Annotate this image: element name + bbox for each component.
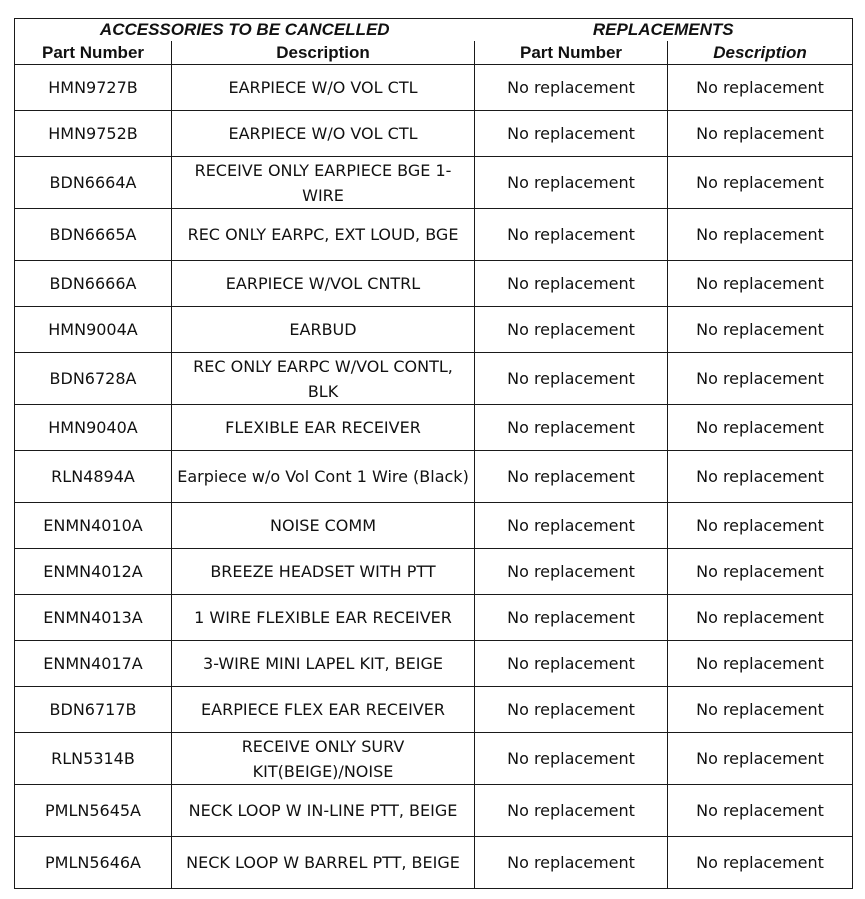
description-cell: RECEIVE ONLY EARPIECE BGE 1-WIRE — [172, 157, 475, 209]
description-cell: FLEXIBLE EAR RECEIVER — [172, 405, 475, 451]
replacement-part-cell: No replacement — [475, 837, 668, 889]
part-number-cell: ENMN4012A — [15, 549, 172, 595]
part-number-cell: HMN9727B — [15, 65, 172, 111]
replacement-part-cell: No replacement — [475, 111, 668, 157]
part-number-cell: BDN6664A — [15, 157, 172, 209]
replacement-description-cell: No replacement — [668, 595, 853, 641]
table-row — [15, 405, 853, 451]
description-cell: 1 WIRE FLEXIBLE EAR RECEIVER — [172, 595, 475, 641]
part-number-cell: BDN6666A — [15, 261, 172, 307]
replacement-part-cell: No replacement — [475, 503, 668, 549]
column-header-part-number: Part Number — [15, 41, 172, 65]
part-number-cell: PMLN5645A — [15, 785, 172, 837]
table-row — [15, 549, 853, 595]
table-row — [15, 65, 853, 111]
replacement-description-cell: No replacement — [668, 451, 853, 503]
column-header-description: Description — [172, 41, 475, 65]
description-cell: EARPIECE W/VOL CNTRL — [172, 261, 475, 307]
replacement-description-cell: No replacement — [668, 837, 853, 889]
table-row — [15, 451, 853, 503]
part-number-cell: HMN9040A — [15, 405, 172, 451]
column-header-row — [15, 41, 853, 65]
description-cell: EARPIECE W/O VOL CTL — [172, 111, 475, 157]
description-cell: EARPIECE FLEX EAR RECEIVER — [172, 687, 475, 733]
replacement-part-cell: No replacement — [475, 405, 668, 451]
accessories-table — [14, 18, 853, 889]
replacement-description-cell: No replacement — [668, 503, 853, 549]
replacement-part-cell: No replacement — [475, 641, 668, 687]
table-row — [15, 353, 853, 405]
table-row — [15, 641, 853, 687]
group-header-row — [15, 19, 853, 42]
description-cell: BREEZE HEADSET WITH PTT — [172, 549, 475, 595]
description-cell: RECEIVE ONLY SURV KIT(BEIGE)/NOISE — [172, 733, 475, 785]
description-cell: REC ONLY EARPC, EXT LOUD, BGE — [172, 209, 475, 261]
group-header-cancelled: ACCESSORIES TO BE CANCELLED — [15, 19, 475, 42]
table-row — [15, 261, 853, 307]
replacement-part-cell: No replacement — [475, 549, 668, 595]
column-header-replacement-part-number: Part Number — [475, 41, 668, 65]
replacement-description-cell: No replacement — [668, 157, 853, 209]
table-row — [15, 595, 853, 641]
replacement-description-cell: No replacement — [668, 641, 853, 687]
part-number-cell: ENMN4010A — [15, 503, 172, 549]
replacement-part-cell: No replacement — [475, 353, 668, 405]
replacement-description-cell: No replacement — [668, 307, 853, 353]
replacement-part-cell: No replacement — [475, 307, 668, 353]
part-number-cell: BDN6717B — [15, 687, 172, 733]
replacement-description-cell: No replacement — [668, 687, 853, 733]
part-number-cell: BDN6728A — [15, 353, 172, 405]
description-cell: REC ONLY EARPC W/VOL CONTL, BLK — [172, 353, 475, 405]
part-number-cell: ENMN4013A — [15, 595, 172, 641]
table-row — [15, 687, 853, 733]
replacement-description-cell: No replacement — [668, 209, 853, 261]
replacement-part-cell: No replacement — [475, 785, 668, 837]
table-row — [15, 837, 853, 889]
table-row — [15, 209, 853, 261]
table-row — [15, 733, 853, 785]
replacement-description-cell: No replacement — [668, 353, 853, 405]
part-number-cell: ENMN4017A — [15, 641, 172, 687]
table-row — [15, 157, 853, 209]
replacement-description-cell: No replacement — [668, 785, 853, 837]
description-cell: NECK LOOP W BARREL PTT, BEIGE — [172, 837, 475, 889]
group-header-replacements: REPLACEMENTS — [475, 19, 853, 42]
part-number-cell: RLN4894A — [15, 451, 172, 503]
replacement-part-cell: No replacement — [475, 595, 668, 641]
description-cell: EARBUD — [172, 307, 475, 353]
description-cell: 3-WIRE MINI LAPEL KIT, BEIGE — [172, 641, 475, 687]
replacement-part-cell: No replacement — [475, 451, 668, 503]
replacement-part-cell: No replacement — [475, 733, 668, 785]
replacement-description-cell: No replacement — [668, 111, 853, 157]
table-row — [15, 503, 853, 549]
replacement-part-cell: No replacement — [475, 65, 668, 111]
part-number-cell: HMN9004A — [15, 307, 172, 353]
replacement-part-cell: No replacement — [475, 209, 668, 261]
replacement-description-cell: No replacement — [668, 733, 853, 785]
description-cell: Earpiece w/o Vol Cont 1 Wire (Black) — [172, 451, 475, 503]
replacement-description-cell: No replacement — [668, 405, 853, 451]
description-cell: NECK LOOP W IN-LINE PTT, BEIGE — [172, 785, 475, 837]
table-row — [15, 111, 853, 157]
description-cell: NOISE COMM — [172, 503, 475, 549]
replacement-description-cell: No replacement — [668, 549, 853, 595]
description-cell: EARPIECE W/O VOL CTL — [172, 65, 475, 111]
part-number-cell: RLN5314B — [15, 733, 172, 785]
table-row — [15, 785, 853, 837]
table-row — [15, 307, 853, 353]
part-number-cell: BDN6665A — [15, 209, 172, 261]
part-number-cell: HMN9752B — [15, 111, 172, 157]
part-number-cell: PMLN5646A — [15, 837, 172, 889]
replacement-part-cell: No replacement — [475, 261, 668, 307]
replacement-part-cell: No replacement — [475, 687, 668, 733]
column-header-replacement-description: Description — [668, 41, 853, 65]
replacement-description-cell: No replacement — [668, 65, 853, 111]
replacement-description-cell: No replacement — [668, 261, 853, 307]
replacement-part-cell: No replacement — [475, 157, 668, 209]
